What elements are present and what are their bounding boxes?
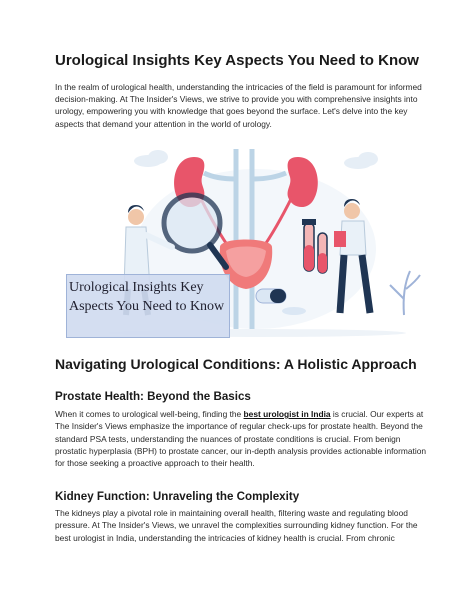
clipboard-icon	[334, 231, 346, 247]
hero-caption: Urological Insights Key Aspects You Need to Know	[66, 274, 230, 338]
cloud-icon	[344, 152, 378, 169]
prostate-paragraph	[55, 408, 427, 469]
prostate-text-end: is crucial. Our experts at The Insider's Views emphasize the importance of regular check-ups for prostate health. Beyond the standard PSA tests, understanding the nuances of prostate conditions is crucial. From benign prostatic hyperplasia (BPH) to prostate cancer, our in-depth analysis provides actionable information for those seeking a proactive approach to their health.	[55, 409, 427, 469]
test-tube-icon	[318, 233, 327, 273]
kidney-heading: Kidney Function: Unraveling the Complexity	[55, 490, 300, 503]
prostate-text-start: When it comes to urological well-being, finding the	[55, 409, 244, 419]
pill-icon	[282, 307, 306, 315]
plant-decoration	[390, 271, 420, 315]
section-title: Navigating Urological Conditions: A Holistic Approach	[55, 356, 417, 372]
kidney-paragraph: The kidneys play a pivotal role in maintaining overall health, filtering waste and regulating blood pressure. At The Insider's Views, we unravel the complexities surrounding kidney function. For the best urologist in India, understanding the intricacies of kidney health is crucial. From chronic	[55, 508, 418, 543]
cloud-icon	[134, 150, 168, 167]
pill-icon	[256, 289, 286, 303]
prostate-heading: Prostate Health: Beyond the Basics	[55, 390, 251, 403]
test-tube-icon	[302, 219, 316, 271]
best-urologist-link[interactable]: best urologist in India	[243, 409, 331, 419]
intro-paragraph: In the realm of urological health, understanding the intricacies of the field is paramount for informed decision-making. At The Insider's Views, we strive to provide you with comprehensive insights into urology, empowering you with knowledge that goes beyond the surface. Let's delve into the key aspects that demand your attention in the world of urology.	[55, 82, 422, 129]
article-title: Urological Insights Key Aspects You Need to Know	[55, 52, 419, 69]
